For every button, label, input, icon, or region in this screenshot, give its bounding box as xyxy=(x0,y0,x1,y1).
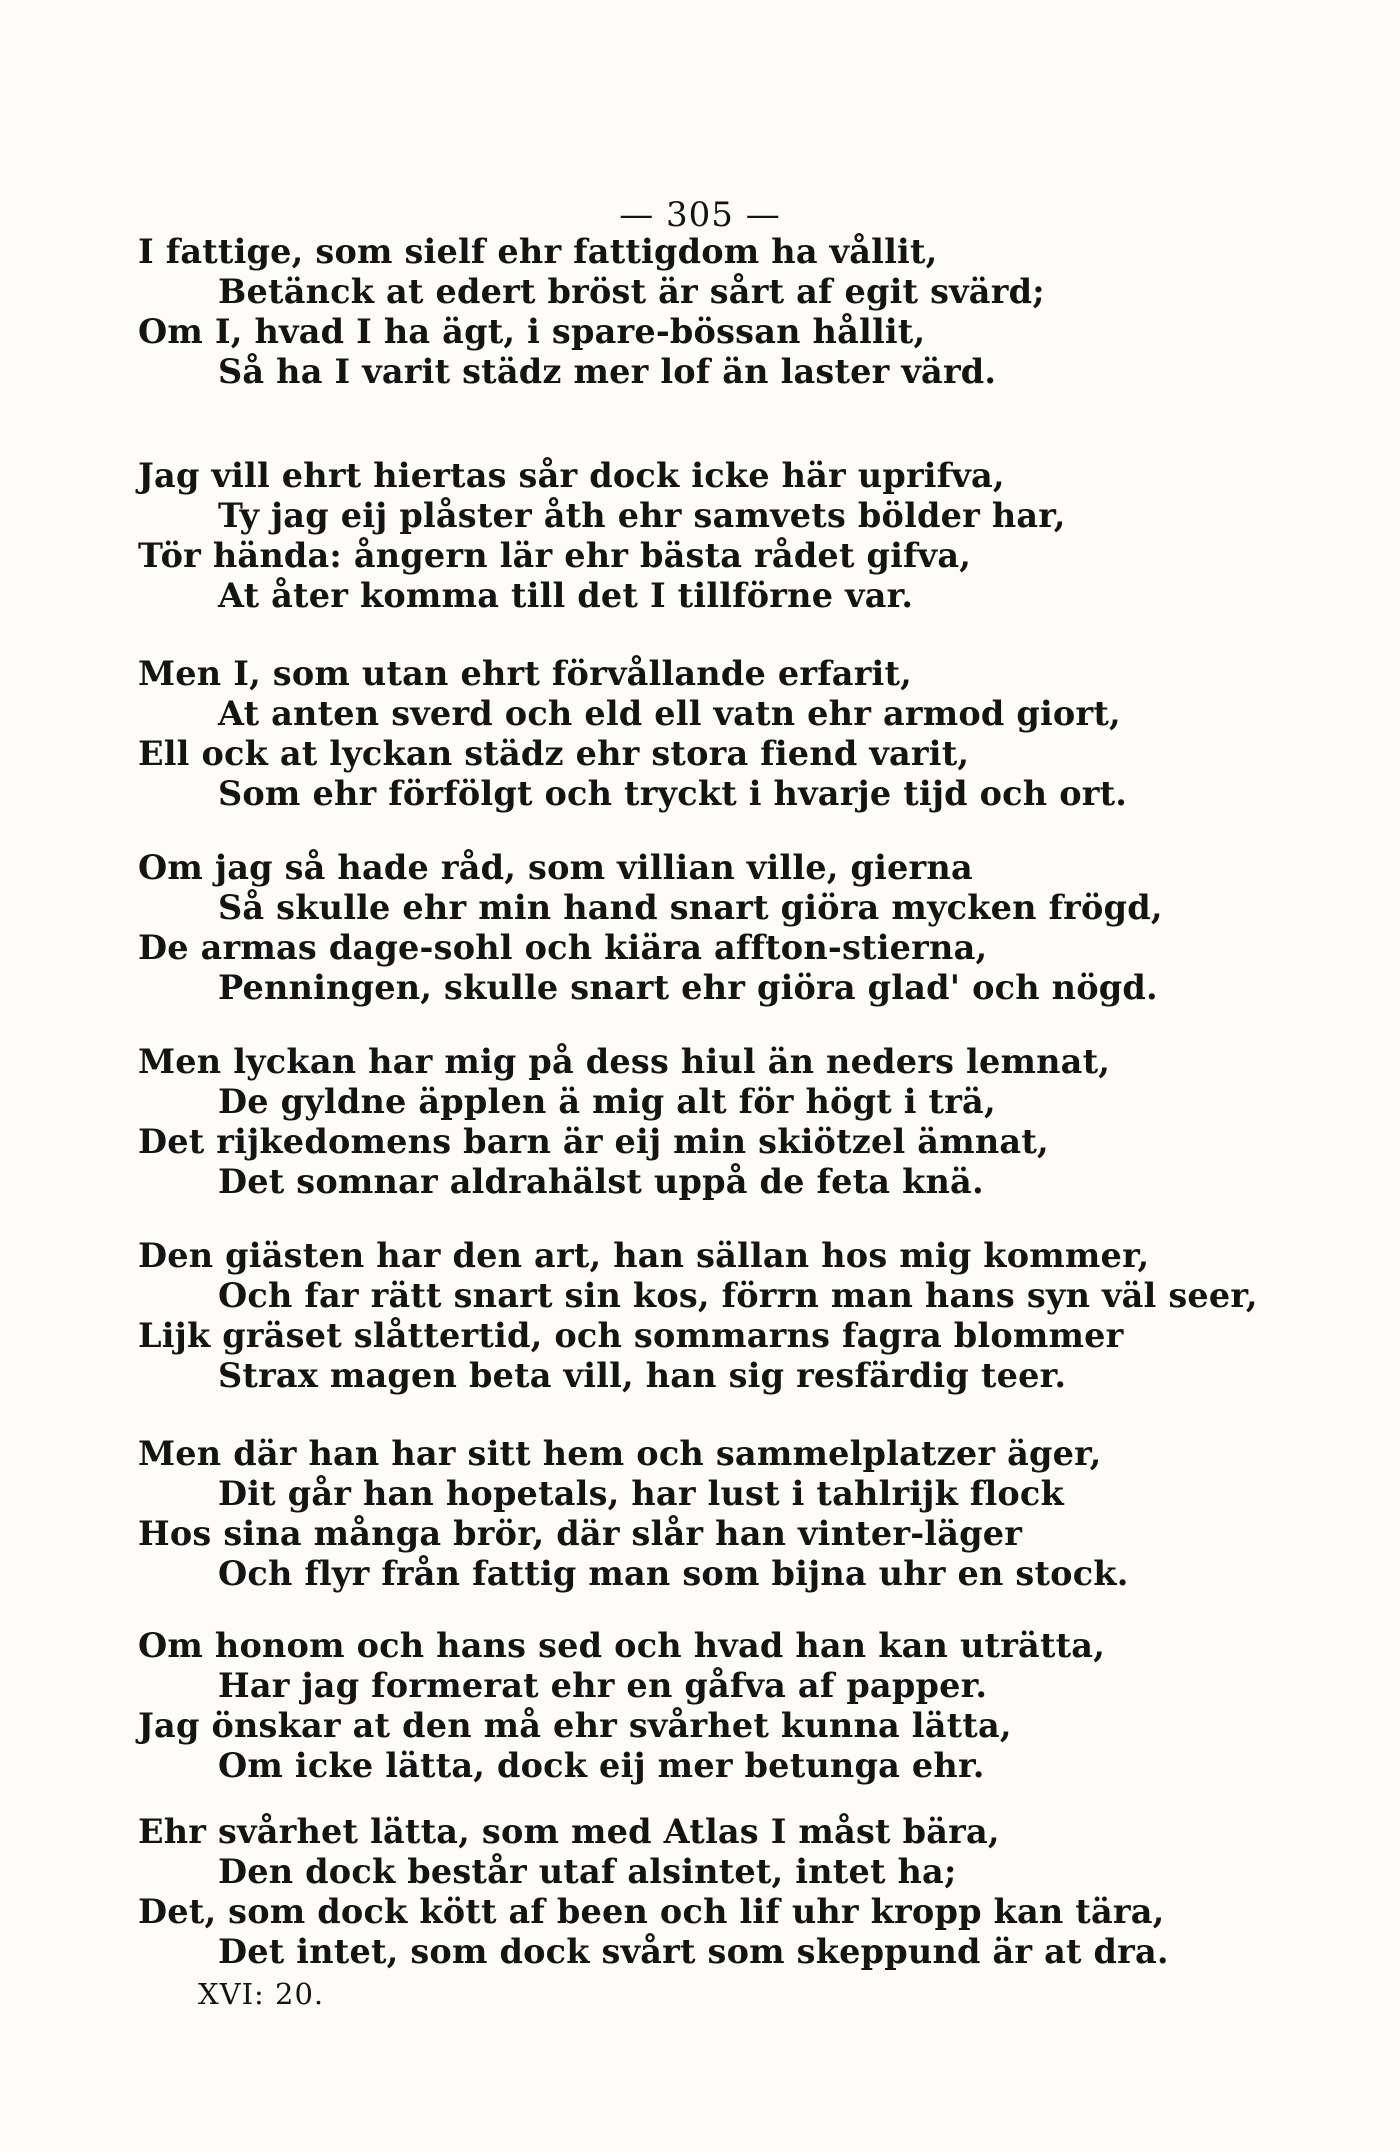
verse-line: Som ehr förfölgt och tryckt i hvarje tijd och ort. xyxy=(218,774,1128,813)
verse-line: Om jag så hade råd, som villian ville, gierna xyxy=(138,848,973,887)
verse-line: Den dock består utaf alsintet, intet ha; xyxy=(218,1852,957,1891)
verse-line: Ell ock at lyckan städz ehr stora fiend varit, xyxy=(138,734,970,773)
stanza-9 xyxy=(138,1812,1268,1972)
stanza-5 xyxy=(138,1042,1268,1202)
verse-line: Men där han har sitt hem och sammelplatzer äger, xyxy=(138,1434,1102,1473)
verse-line: Betänck at edert bröst är sårt af egit svärd; xyxy=(218,272,1045,311)
verse-line: Penningen, skulle snart ehr giöra glad' och nögd. xyxy=(218,968,1158,1007)
verse-line: Om honom och hans sed och hvad han kan uträtta, xyxy=(138,1626,1106,1665)
stanza-2 xyxy=(138,456,1268,616)
verse-line: Tör hända: ångern lär ehr bästa rådet gifva, xyxy=(138,536,972,575)
verse-line: Dit går han hopetals, har lust i tahlrijk flock xyxy=(218,1474,1064,1513)
verse-line: I fattige, som sielf ehr fattigdom ha vållit, xyxy=(138,232,938,271)
verse-line: Så skulle ehr min hand snart giöra mycken frögd, xyxy=(218,888,1163,927)
signature-mark: XVI: 20. xyxy=(198,1977,325,2011)
stanza-7 xyxy=(138,1434,1268,1594)
verse-line: Det, som dock kött af been och lif uhr kropp kan tära, xyxy=(138,1892,1165,1931)
verse-line: Det rijkedomens barn är eij min skiötzel ämnat, xyxy=(138,1122,1049,1161)
stanza-4 xyxy=(138,848,1268,1008)
verse-line: Jag önskar at den må ehr svårhet kunna lätta, xyxy=(138,1706,1012,1745)
verse-line: Den giästen har den art, han sällan hos mig kommer, xyxy=(138,1236,1150,1275)
verse-line: Ehr svårhet lätta, som med Atlas I måst bära, xyxy=(138,1812,1000,1851)
verse-line: Hos sina många brör, där slår han vinter-läger xyxy=(138,1514,1023,1553)
verse-line: Men lyckan har mig på dess hiul än neders lemnat, xyxy=(138,1042,1111,1081)
verse-line: Men I, som utan ehrt förvållande erfarit, xyxy=(138,654,913,693)
verse-line: Strax magen beta vill, han sig resfärdig teer. xyxy=(218,1356,1067,1395)
stanza-8 xyxy=(138,1626,1268,1786)
stanza-1 xyxy=(138,232,1268,392)
page-number: — 305 — xyxy=(619,195,781,235)
verse-line: De armas dage-sohl och kiära affton-stierna, xyxy=(138,928,988,967)
verse-line: Om icke lätta, dock eij mer betunga ehr. xyxy=(218,1746,985,1785)
verse-line: Och flyr från fattig man som bijna uhr en stock. xyxy=(218,1554,1129,1593)
stanza-6 xyxy=(138,1236,1268,1396)
verse-line: Om I, hvad I ha ägt, i spare-bössan hållit, xyxy=(138,312,926,351)
verse-line: Det somnar aldrahälst uppå de feta knä. xyxy=(218,1162,984,1201)
verse-line: Har jag formerat ehr en gåfva af papper. xyxy=(218,1666,988,1705)
verse-line: At åter komma till det I tillförne var. xyxy=(218,576,914,615)
verse-line: At anten sverd och eld ell vatn ehr armod giort, xyxy=(218,694,1121,733)
verse-line: Och far rätt snart sin kos, förrn man hans syn väl seer, xyxy=(218,1276,1258,1315)
verse-line: De gyldne äpplen ä mig alt för högt i trä, xyxy=(218,1082,996,1121)
verse-line: Det intet, som dock svårt som skeppund är at dra. xyxy=(218,1932,1169,1971)
verse-line: Så ha I varit städz mer lof än laster värd. xyxy=(218,352,997,391)
verse-line: Lijk gräset slåttertid, och sommarns fagra blommer xyxy=(138,1316,1124,1355)
verse-line: Ty jag eij plåster åth ehr samvets bölder har, xyxy=(218,496,1066,535)
stanza-3 xyxy=(138,654,1268,814)
verse-line: Jag vill ehrt hiertas sår dock icke här uprifva, xyxy=(138,456,1005,495)
